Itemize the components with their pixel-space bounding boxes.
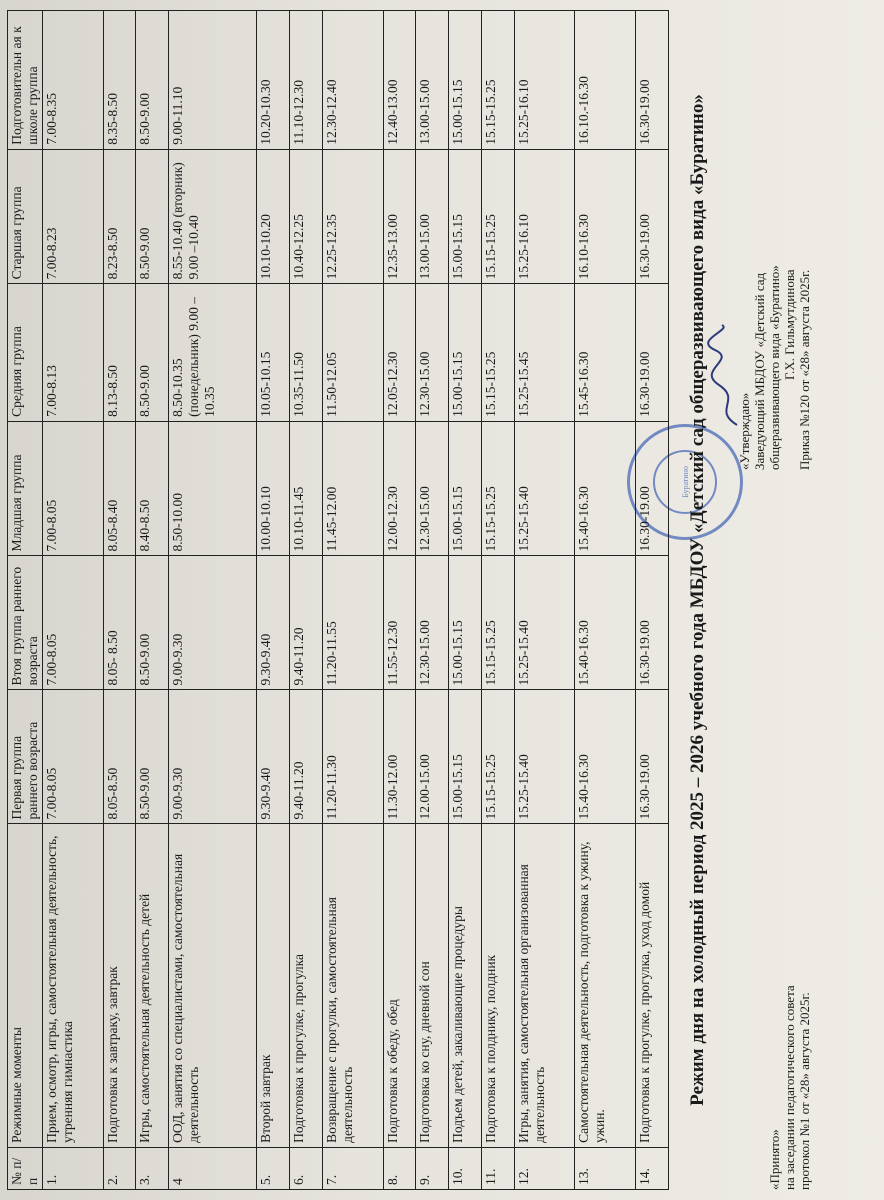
- schedule-body: [43, 11, 669, 1190]
- row-moment: Прием, осмотр, игры, самостоятельная деятельность, утренняя гимнастика: [43, 824, 104, 1147]
- document-sheet: [7, 10, 877, 1190]
- row-moment: Возвращение с прогулки, самостоятельная деятельность: [323, 824, 384, 1147]
- row-number: 8.: [383, 1147, 416, 1189]
- row-time: 10.10-11.45: [290, 421, 323, 556]
- row-time: 13.00-15.00: [416, 11, 449, 150]
- row-number: 14.: [636, 1147, 669, 1189]
- row-number: 10.: [449, 1147, 482, 1189]
- row-time: 15.40-16.30: [575, 556, 636, 690]
- row-time: 12.40-13.00: [383, 11, 416, 150]
- row-time: 13.00-15.00: [416, 149, 449, 284]
- row-moment: Самостоятельная деятельность, подготовка к ужину, ужин.: [575, 824, 636, 1147]
- row-time: 8.05-8.40: [103, 421, 136, 556]
- row-number: 6.: [290, 1147, 323, 1189]
- row-time: 8.13-8.50: [103, 284, 136, 422]
- row-time: 15.40-16.30: [575, 421, 636, 556]
- row-time: 8.50-9.00: [136, 149, 169, 284]
- table-row: [323, 11, 384, 1190]
- row-number: 1.: [43, 1147, 104, 1189]
- row-time: 9.40-11.20: [290, 556, 323, 690]
- row-time: 10.00-10.10: [257, 421, 290, 556]
- row-time: 11.20-11.30: [323, 690, 384, 824]
- row-time: 15.25-15.45: [514, 284, 575, 422]
- row-time: 16.30-19.00: [636, 556, 669, 690]
- row-time: 8.35-8.50: [103, 11, 136, 150]
- header-moments: Режимные моменты: [8, 824, 43, 1147]
- approve-label: «Утверждаю»: [737, 392, 752, 470]
- row-time: 7.00-8.35: [43, 11, 104, 150]
- row-time: 15.00-15.15: [449, 149, 482, 284]
- row-time: 16.30-19.00: [636, 690, 669, 824]
- row-time: 10.35-11.50: [290, 284, 323, 422]
- row-time: 12.25-12.35: [323, 149, 384, 284]
- table-row: [575, 11, 636, 1190]
- row-time: 9.40-11.20: [290, 690, 323, 824]
- row-time: 11.50-12.05: [323, 284, 384, 422]
- row-moment: Подготовка к прогулке, прогулка: [290, 824, 323, 1147]
- row-time: 7.00-8.13: [43, 284, 104, 422]
- row-time: 15.45-16.30: [575, 284, 636, 422]
- row-time: 10.10-10.20: [257, 149, 290, 284]
- header-group-senior: Старшая группа: [8, 149, 43, 284]
- row-time: 15.40-16.30: [575, 690, 636, 824]
- row-time: 7.00-8.23: [43, 149, 104, 284]
- table-row: [103, 11, 136, 1190]
- row-time: 8.55-10.40 (вторник) 9.00 –10.40: [169, 149, 257, 284]
- accepted-label: «Принято»: [767, 1129, 782, 1190]
- header-group-prep: Подготовительн ая к школе группа: [8, 11, 43, 150]
- row-number: 9.: [416, 1147, 449, 1189]
- row-time: 8.50-9.00: [136, 11, 169, 150]
- row-time: 11.45-12.00: [323, 421, 384, 556]
- row-time: 11.55-12.30: [383, 556, 416, 690]
- row-time: 15.25-16.10: [514, 11, 575, 150]
- table-row: [136, 11, 169, 1190]
- row-time: 9.30-9.40: [257, 556, 290, 690]
- row-time: 15.25-15.40: [514, 421, 575, 556]
- row-time: 12.30-15.00: [416, 284, 449, 422]
- table-row: [449, 11, 482, 1190]
- row-moment: Подготовка к обеду, обед: [383, 824, 416, 1147]
- row-number: 7.: [323, 1147, 384, 1189]
- row-time: 7.00-8.05: [43, 690, 104, 824]
- row-time: 15.00-15.15: [449, 556, 482, 690]
- row-moment: ООД, занятия со специалистами, самостоятельная деятельность: [169, 824, 257, 1147]
- row-time: 9.00-9.30: [169, 556, 257, 690]
- row-time: 12.30-12.40: [323, 11, 384, 150]
- row-number: 13.: [575, 1147, 636, 1189]
- signature-icon: [707, 320, 747, 430]
- stamp-text: Буратино: [680, 466, 690, 498]
- row-moment: Игры, занятия, самостоятельная организованная деятельность: [514, 824, 575, 1147]
- row-moment: Подготовка к завтраку, завтрак: [103, 824, 136, 1147]
- row-time: 11.20-11.55: [323, 556, 384, 690]
- row-time: 12.35-13.00: [383, 149, 416, 284]
- row-time: 15.00-15.15: [449, 421, 482, 556]
- header-group-1: Первая группа раннего возраста: [8, 690, 43, 824]
- row-time: 15.00-15.15: [449, 11, 482, 150]
- header-group-junior: Младшая группа: [8, 421, 43, 556]
- head-label: Заведующий МБДОУ «Детский сад: [752, 272, 767, 470]
- row-time: 8.50-9.00: [136, 690, 169, 824]
- row-moment: Подготовка ко сну, дневной сон: [416, 824, 449, 1147]
- table-row: [290, 11, 323, 1190]
- row-time: 11.30-12.00: [383, 690, 416, 824]
- row-number: 5.: [257, 1147, 290, 1189]
- row-time: 10.40-12.25: [290, 149, 323, 284]
- table-row: [636, 11, 669, 1190]
- row-time: 8.50-9.00: [136, 284, 169, 422]
- row-time: 15.15-15.25: [482, 149, 515, 284]
- table-row: [43, 11, 104, 1190]
- protocol-label: протокол №1 от «28» августа 2025г.: [797, 992, 812, 1190]
- table-row: [257, 11, 290, 1190]
- table-row: [416, 11, 449, 1190]
- row-time: 12.00-12.30: [383, 421, 416, 556]
- row-time: 15.00-15.15: [449, 284, 482, 422]
- row-time: 16.30-19.00: [636, 284, 669, 422]
- row-number: 12.: [514, 1147, 575, 1189]
- row-number: 3.: [136, 1147, 169, 1189]
- row-time: 8.05- 8.50: [103, 556, 136, 690]
- row-time: 10.20-10.30: [257, 11, 290, 150]
- table-row: [383, 11, 416, 1190]
- row-time: 9.00-9.30: [169, 690, 257, 824]
- head-name: Г.Х. Гильмутдинова: [782, 269, 797, 380]
- row-time: 15.00-15.15: [449, 690, 482, 824]
- row-time: 15.15-15.25: [482, 284, 515, 422]
- schedule-table: [7, 10, 669, 1190]
- row-moment: Подъем детей, закаливающие процедуры: [449, 824, 482, 1147]
- row-time: 8.40-8.50: [136, 421, 169, 556]
- row-time: 16.10.-16.30: [575, 11, 636, 150]
- row-time: 15.15-15.25: [482, 11, 515, 150]
- row-time: 15.15-15.25: [482, 421, 515, 556]
- council-label: на заседании педагогического совета: [782, 985, 797, 1190]
- header-group-2: Втоя группа раннего возраста: [8, 556, 43, 690]
- kindergarten-label: общеразвивающего вида «Буратино»: [767, 265, 782, 470]
- row-time: 11.10-12.30: [290, 11, 323, 150]
- row-time: 15.25-16.10: [514, 149, 575, 284]
- row-time: 7.00-8.05: [43, 421, 104, 556]
- table-header-row: [8, 11, 43, 1190]
- row-time: 9.30-9.40: [257, 690, 290, 824]
- page-title: Режим дня на холодный период 2025 – 2026 учебного года МБДОУ «Детский сад общеразвивающего вида «Буратино»: [687, 94, 708, 1106]
- row-time: 8.50-10.35 (понедельник) 9.00 – 10.35: [169, 284, 257, 422]
- row-moment: Игры, самостоятельная деятельность детей: [136, 824, 169, 1147]
- approval-block-right: [737, 10, 812, 470]
- table-row: [169, 11, 257, 1190]
- row-moment: Подготовка к прогулке, прогулка, уход домой: [636, 824, 669, 1147]
- row-time: 12.30-15.00: [416, 556, 449, 690]
- row-time: 9.00-11.10: [169, 11, 257, 150]
- header-group-middle: Средняя группа: [8, 284, 43, 422]
- row-time: 8.50-9.00: [136, 556, 169, 690]
- approval-block-left: [767, 670, 812, 1190]
- row-time: 8.05-8.50: [103, 690, 136, 824]
- row-time: 12.05-12.30: [383, 284, 416, 422]
- header-number: № п/п: [8, 1147, 43, 1189]
- row-time: 10.05-10.15: [257, 284, 290, 422]
- table-row: [482, 11, 515, 1190]
- row-time: 15.15-15.25: [482, 690, 515, 824]
- row-time: 16.30-19.00: [636, 421, 669, 556]
- row-moment: Второй завтрак: [257, 824, 290, 1147]
- row-time: 8.23-8.50: [103, 149, 136, 284]
- row-time: 15.25-15.40: [514, 556, 575, 690]
- row-time: 15.25-15.40: [514, 690, 575, 824]
- table-row: [514, 11, 575, 1190]
- row-time: 12.30-15.00: [416, 421, 449, 556]
- row-time: 16.10-16.30: [575, 149, 636, 284]
- row-number: 2.: [103, 1147, 136, 1189]
- row-time: 15.15-15.25: [482, 556, 515, 690]
- row-moment: Подготовка к полднику, полдник: [482, 824, 515, 1147]
- row-time: 16.30-19.00: [636, 11, 669, 150]
- row-time: 8.50-10.00: [169, 421, 257, 556]
- order-label: Приказ №120 от «28» августа 2025г.: [797, 269, 812, 470]
- row-time: 7.00-8.05: [43, 556, 104, 690]
- row-number: 11.: [482, 1147, 515, 1189]
- row-number: 4: [169, 1147, 257, 1189]
- row-time: 16.30-19.00: [636, 149, 669, 284]
- row-time: 12.00-15.00: [416, 690, 449, 824]
